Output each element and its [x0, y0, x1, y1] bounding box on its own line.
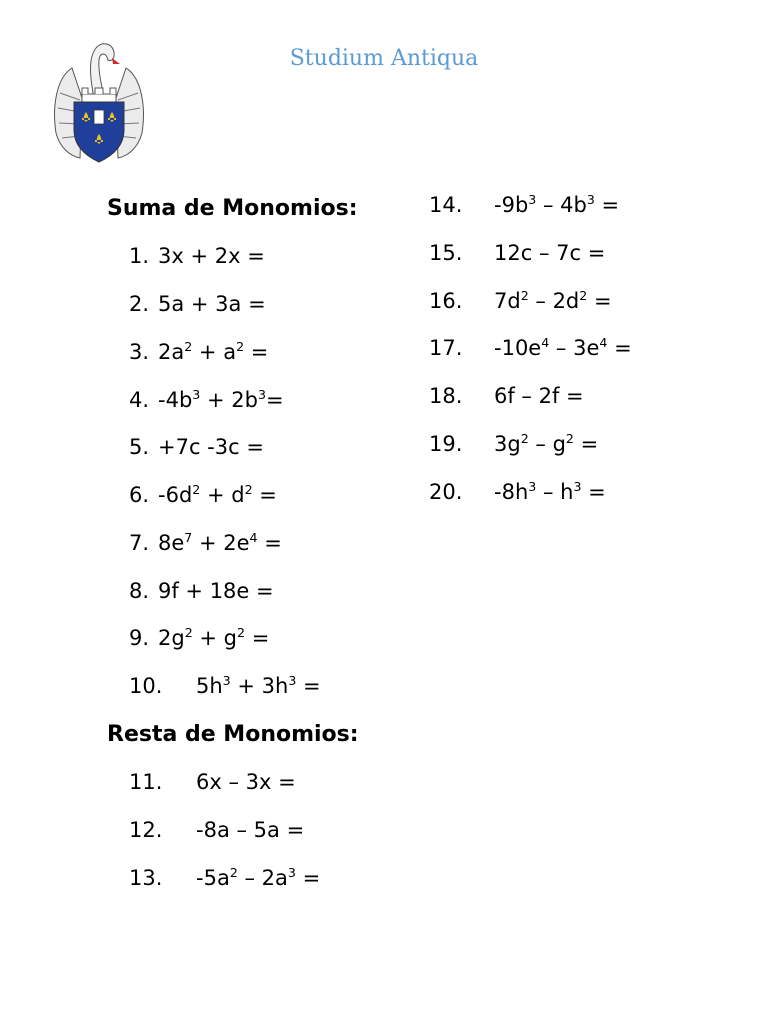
exercise-number: 8.: [129, 579, 150, 603]
exercise-number: 19.: [429, 432, 463, 456]
exercise-expression: [494, 382, 584, 410]
exercise-number: 14.: [429, 193, 463, 217]
exercise-item: [0, 672, 768, 700]
exercise-expression: [196, 672, 321, 700]
expression-text: 7d: [494, 288, 521, 313]
exercise-expression: [494, 287, 612, 315]
expression-text: 2a: [158, 340, 185, 364]
expression-text: 6f – 2f =: [494, 384, 584, 409]
exponent: 2: [184, 338, 193, 354]
expression-text: + 2b: [200, 388, 258, 412]
exercise-number: 3.: [129, 340, 150, 364]
exercise-number: 13.: [129, 866, 163, 890]
exponent: 2: [579, 287, 588, 303]
expression-text: =: [607, 336, 632, 361]
exercise-number: 20.: [429, 479, 463, 504]
expression-text: + 2e: [192, 531, 250, 555]
exercise-number: 12.: [129, 818, 163, 842]
section-heading-suma: Suma de Monomios:: [107, 196, 358, 221]
expression-text: – 3e: [549, 336, 600, 361]
expression-text: =: [244, 340, 269, 364]
exercise-item: [0, 334, 768, 362]
expression-text: + g: [192, 626, 237, 650]
exercise-number: 1.: [129, 244, 150, 268]
exponent: 2: [236, 338, 245, 354]
exercise-expression: [158, 624, 269, 652]
exercise-number: 15.: [429, 240, 463, 265]
expression-text: =: [587, 288, 612, 313]
exercise-item: [0, 382, 768, 410]
exercise-expression: [494, 239, 605, 267]
exercise-number: 17.: [429, 336, 463, 361]
exercise-number: 6.: [129, 483, 150, 507]
exponent: 3: [586, 191, 595, 207]
section-heading-resta: Resta de Monomios:: [107, 722, 359, 747]
exercise-number: 9.: [129, 626, 150, 650]
expression-text: – h: [536, 479, 574, 504]
expression-text: – 2d: [528, 288, 580, 313]
exponent: 3: [528, 478, 537, 494]
expression-text: + 3h: [230, 674, 289, 698]
exercise-item: [0, 624, 768, 652]
exercise-item: [0, 529, 768, 557]
expression-text: =: [257, 531, 282, 555]
expression-text: 3x + 2x =: [158, 244, 265, 268]
exercise-expression: [494, 430, 598, 458]
page-title: Studium Antiqua: [289, 46, 479, 71]
expression-text: 5a + 3a =: [158, 292, 266, 316]
exponent: 3: [192, 386, 201, 402]
exponent: 4: [541, 335, 550, 351]
exponent: 3: [573, 478, 582, 494]
exercise-expression: [196, 768, 296, 796]
expression-text: -5a: [196, 866, 230, 890]
expression-text: 6x – 3x =: [196, 770, 296, 794]
exercise-item: [0, 239, 768, 267]
expression-text: + d: [200, 483, 245, 507]
exponent: 3: [288, 672, 297, 688]
exercise-item: [0, 864, 768, 892]
expression-text: =: [296, 674, 321, 698]
expression-text: -8h: [494, 479, 529, 504]
exercise-number: 2.: [129, 292, 150, 316]
exponent: 2: [244, 481, 253, 497]
expression-text: -9b: [494, 193, 529, 217]
exponent: 7: [184, 529, 193, 545]
exponent: 3: [528, 191, 537, 207]
exercise-item: [0, 287, 768, 315]
exponent: 4: [599, 335, 608, 351]
exercise-expression: [494, 478, 606, 506]
exercise-number: 18.: [429, 384, 463, 409]
exercise-expression: [196, 816, 304, 844]
exercise-number: 11.: [129, 770, 163, 794]
expression-text: -4b: [158, 388, 193, 412]
exponent: 3: [257, 386, 266, 402]
expression-text: =: [295, 866, 321, 890]
exercise-number: 7.: [129, 531, 150, 555]
expression-text: + a: [192, 340, 237, 364]
expression-text: +7c -3c =: [158, 435, 264, 459]
exercise-expression: [494, 191, 619, 219]
expression-text: -6d: [158, 483, 193, 507]
expression-text: =: [594, 193, 620, 217]
exponent: 2: [184, 624, 193, 640]
exponent: 2: [520, 287, 529, 303]
exponent: 3: [287, 864, 296, 880]
expression-text: =: [245, 626, 270, 650]
exercise-expression: [196, 864, 320, 892]
exercise-item: [0, 768, 768, 796]
expression-text: 12c – 7c =: [494, 240, 606, 265]
exercise-number: 10.: [129, 674, 163, 698]
expression-text: – g: [528, 432, 566, 456]
expression-text: 3g: [494, 432, 521, 456]
exercise-expression: [158, 577, 274, 605]
expression-text: 2g: [158, 626, 185, 650]
exercise-item: [0, 816, 768, 844]
exercise-expression: [494, 334, 632, 362]
exercise-item: [0, 191, 768, 219]
expression-text: -10e: [494, 336, 542, 361]
exercise-expression: [158, 529, 282, 557]
expression-text: 9f + 18e =: [158, 579, 274, 603]
exponent: 2: [237, 624, 246, 640]
exercise-item: [0, 430, 768, 458]
exercise-number: 4.: [129, 388, 150, 412]
expression-text: 5h: [196, 674, 223, 698]
expression-text: -8a – 5a =: [196, 818, 305, 842]
expression-text: =: [265, 388, 284, 412]
exercise-number: 16.: [429, 288, 463, 313]
expression-text: =: [573, 432, 599, 456]
exponent: 2: [520, 430, 529, 446]
exponent: 2: [192, 481, 201, 497]
expression-text: 8e: [158, 531, 185, 555]
exercise-item: [0, 478, 768, 506]
exponent: 4: [249, 529, 258, 545]
exponent: 2: [229, 864, 238, 880]
expression-text: – 2a: [237, 866, 288, 890]
exercise-item: [0, 577, 768, 605]
exponent: 3: [222, 672, 231, 688]
expression-text: =: [252, 483, 277, 507]
expression-text: =: [581, 479, 606, 504]
expression-text: – 4b: [536, 193, 587, 217]
exponent: 2: [565, 430, 574, 446]
exercise-number: 5.: [129, 435, 150, 459]
